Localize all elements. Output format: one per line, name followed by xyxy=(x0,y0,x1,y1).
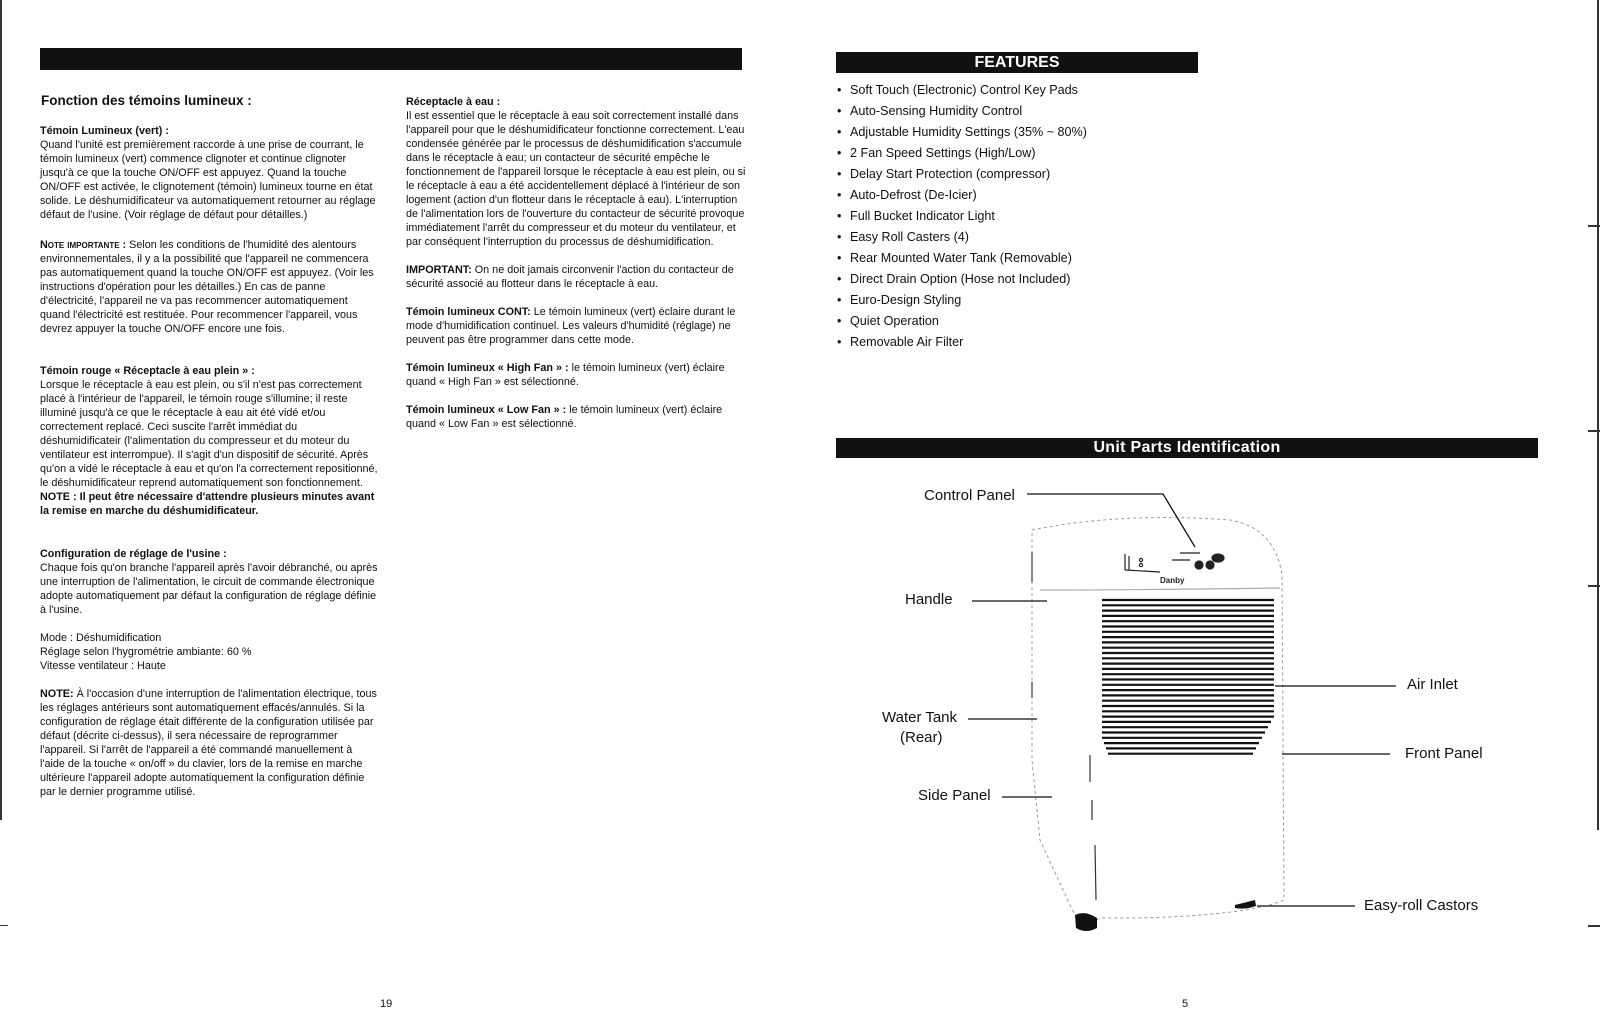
section-title: Témoin Lumineux (vert) : xyxy=(40,125,169,137)
edge-mark xyxy=(1588,430,1600,432)
section-text: À l'occasion d'une interruption de l'alimentation électrique, tous les réglages antérieurs sont automatiquement effacés/annulés. Si la configuration de réglage était différente de la configuration utilisée par défaut (décrite ci-dessus), il sera nécessaire de reprogrammer l'appareil. Si l'arrêt de l'appareil a été commandé manuellement à l'aide de la touche « on/off » du clavier, lors de la remise en marche ultérieure l'appareil adopte automatiquement la configuration définie par le dernier programme utilisé. xyxy=(40,688,377,798)
section-text: Il est essentiel que le réceptacle à eau soit correctement installé dans l'appareil pour que le déshumidificateur fonctionne correctement. L'eau condensée générée par le processus de déshumidification s'accumule dans le réceptacle à eau; un contacteur de sécurité empêche le fonctionnement de l'appareil lorsque le réceptacle à eau est plein, ou si le réceptacle à eau a été accidentellement déplacé à l'intérieur de son logement (action d'un flotteur dans le réceptacle à eau). L'interruption de l'alimentation lors de l'ouverture du contacteur de sécurité provoque immédiatement l'arrêt du compresseur et du moteur du ventilateur, et par conséquent l'interruption du processus de déshumidification. xyxy=(406,110,746,248)
section-title: Réceptacle à eau : xyxy=(406,96,501,108)
feature-item: • Easy Roll Casters (4) xyxy=(836,227,1087,248)
features-title: FEATURES xyxy=(836,52,1198,73)
default-vitesse: Vitesse ventilateur : Haute xyxy=(40,660,166,672)
lead: IMPORTANT: xyxy=(406,264,472,276)
castor-front xyxy=(1075,900,1256,931)
edge-mark xyxy=(0,0,2,820)
edge-mark xyxy=(1597,0,1599,830)
section-text: Selon les conditions de l'humidité des alentours environnementales, il y a la possibilité que l'appareil ne commencera pas automatiquement quand la touche ON/OFF est appuyez. (Voir les instructions d'opération pour les détailles.) En cas de panne d'électricité, l'appareil ne va pas recommencer automatiquement quand l'électricité est restituée. Pour recommencer l'appareil, vous devrez appuyer la touche ON/OFF encore une fois. xyxy=(40,239,374,335)
feature-item: • Auto-Sensing Humidity Control xyxy=(836,101,1087,122)
feature-item: • Full Bucket Indicator Light xyxy=(836,206,1087,227)
feature-item: • Rear Mounted Water Tank (Removable) xyxy=(836,248,1087,269)
page-number-right: 5 xyxy=(1182,998,1189,1010)
bold-note: NOTE : Il peut être nécessaire d'attendre plusieurs minutes avant la remise en marche du déshumidificateur. xyxy=(40,491,375,517)
section-text: Chaque fois qu'on branche l'appareil après l'avoir débranché, ou après une interruption de l'alimentation, le circuit de commande électronique adopte automatiquement par défaut la configuration de réglage définie à l'usine. xyxy=(40,562,378,616)
default-mode: Mode : Déshumidification xyxy=(40,632,162,644)
section-text: le témoin lumineux (vert) éclaire quand « Low Fan » est sélectionné. xyxy=(406,404,723,430)
control-panel xyxy=(1125,553,1224,572)
label-front-panel: Front Panel xyxy=(1405,745,1483,762)
label-side-panel: Side Panel xyxy=(918,787,991,804)
section-title: Configuration de réglage de l'usine : xyxy=(40,548,227,560)
feature-item: • Adjustable Humidity Settings (35% ~ 80%) xyxy=(836,122,1087,143)
feature-item: • Euro-Design Styling xyxy=(836,290,1087,311)
edge-mark xyxy=(1588,225,1600,227)
feature-item: • Direct Drain Option (Hose not Included) xyxy=(836,269,1087,290)
edge-mark xyxy=(1588,585,1600,587)
label-water-tank-rear: (Rear) xyxy=(900,729,943,746)
note-lead: Note importante : xyxy=(40,239,127,251)
unit-body xyxy=(1032,518,1284,922)
section-text: Le témoin lumineux (vert) éclaire durant le mode d'humidification continuel. Les valeurs d'humidité (réglage) ne peuvent pas être programmer dans cette mode. xyxy=(406,306,736,346)
feature-item: • Quiet Operation xyxy=(836,311,1087,332)
label-control-panel: Control Panel xyxy=(924,487,1015,504)
feature-item: • 2 Fan Speed Settings (High/Low) xyxy=(836,143,1087,164)
section-title: Témoin rouge « Réceptacle à eau plein » : xyxy=(40,365,255,377)
section-text: On ne doit jamais circonvenir l'action du contacteur de sécurité associé au flotteur dans le réceptacle à eau. xyxy=(406,264,734,290)
default-reglage: Réglage selon l'hygrométrie ambiante: 60 % xyxy=(40,646,252,658)
lead: Témoin lumineux « Low Fan » : xyxy=(406,404,567,416)
edge-mark xyxy=(0,925,8,926)
page-number-left: 19 xyxy=(380,998,393,1010)
label-air-inlet: Air Inlet xyxy=(1407,676,1458,693)
lead: Témoin lumineux « High Fan » : xyxy=(406,362,569,374)
label-handle: Handle xyxy=(905,591,953,608)
parts-title: Unit Parts Identification xyxy=(836,438,1538,458)
main-heading: Fonction des témoins lumineux : xyxy=(41,93,252,108)
feature-item: • Delay Start Protection (compressor) xyxy=(836,164,1087,185)
lead: Témoin lumineux CONT: xyxy=(406,306,531,318)
section-text: Quand l'unité est premièrement raccorde à une prise de courrant, le témoin lumineux (vert) commence clignoter et continue clignoter jusqu'à ce que la touche ON/OFF est appuyez. Quand la touche ON/OFF est activée, le clignotement (témoin) lumineux tourne en état solide. Le déshumidificateur va automatiquement retourner au réglage défaut de l'usine. (Voir réglage de défaut pour détailles.) xyxy=(40,139,376,221)
note-lead: NOTE: xyxy=(40,688,74,700)
air-inlet-grille xyxy=(1102,600,1274,754)
edge-mark xyxy=(1588,925,1600,927)
brand-logo: Danby xyxy=(1160,576,1185,585)
label-castors: Easy-roll Castors xyxy=(1364,897,1479,914)
feature-item: • Auto-Defrost (De-Icier) xyxy=(836,185,1087,206)
label-water-tank: Water Tank xyxy=(882,709,958,726)
section-text: le témoin lumineux (vert) éclaire quand « High Fan » est sélectionné. xyxy=(406,362,725,388)
feature-item: • Removable Air Filter xyxy=(836,332,1087,353)
section-text: Lorsque le réceptacle à eau est plein, ou s'il n'est pas correctement placé à l'intérieur de l'appareil, le témoin rouge s'illumine; il reste illuminé jusqu'à ce que le réceptacle à eau ait été vidé et/ou correctement replacé. Ceci suscite l'arrêt immédiat du déshumidificateir (l'alimentation du compresseur et du moteur du ventilateur est interrompue). Il s'agit d'un dispositif de sécurité. Après qu'on a vidé le réceptacle à eau et qu'on l'a correctement repositionné, le déshumidificateur reprend automatiquement son fonctionnement. xyxy=(40,379,378,489)
feature-item: • Soft Touch (Electronic) Control Key Pads xyxy=(836,80,1087,101)
